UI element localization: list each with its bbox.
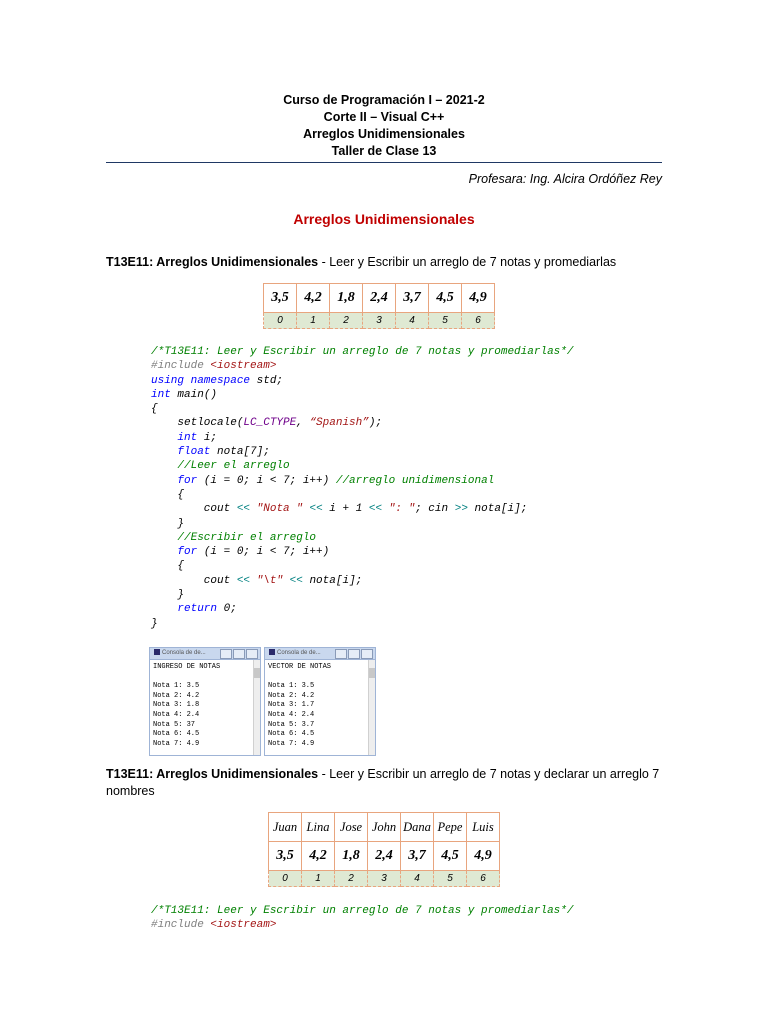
code-text: setlocale( — [151, 417, 244, 430]
code-operator: << — [309, 503, 323, 516]
code-comment: //Escribir el arreglo — [151, 531, 317, 544]
array-index: 3 — [368, 871, 401, 887]
array-name: Lina — [302, 813, 335, 842]
code-include-file: <iostream> — [210, 919, 277, 932]
code-block-2 — [151, 904, 573, 933]
code-include-file: <iostream> — [210, 360, 277, 373]
course-cut: Corte II – Visual C++ — [323, 110, 445, 124]
array-name: John — [368, 813, 401, 842]
console-window-input — [149, 647, 261, 756]
array-index: 4 — [396, 313, 429, 329]
console-titlebar — [150, 648, 260, 660]
code-text: , — [296, 417, 310, 430]
code-text: 0; — [217, 603, 237, 616]
code-comment: //arreglo unidimensional — [335, 474, 495, 487]
exercise2-label-bold: T13E11: Arreglos Unidimensionales — [106, 767, 319, 781]
array-index: 3 — [363, 313, 396, 329]
console-output: VECTOR DE NOTAS Nota 1: 3.5 Nota 2: 4.2 Nota 3: 1.7 Nota 4: 2.4 Nota 5: 3.7 Nota 6: 4.5 Nota 7: 4.9 — [268, 663, 332, 748]
console-window-output — [264, 647, 376, 756]
console-app-icon — [269, 649, 275, 655]
console-title: Consola de de... — [162, 650, 206, 656]
code-text: cout — [151, 503, 237, 516]
minimize-icon[interactable] — [220, 649, 232, 659]
array-value: 4,5 — [429, 284, 462, 313]
console-app-icon — [154, 649, 160, 655]
array-name: Luis — [467, 813, 500, 842]
code-keyword: for — [151, 546, 198, 559]
minimize-icon[interactable] — [335, 649, 347, 659]
code-text: { — [151, 403, 158, 416]
code-text: nota[7]; — [210, 446, 270, 459]
section-title: Arreglos Unidimensionales — [293, 211, 475, 227]
code-string: "Nota " — [256, 503, 303, 516]
code-keyword: return — [151, 603, 218, 616]
code-operator: << — [368, 503, 383, 516]
header-divider — [106, 162, 662, 163]
code-preprocessor: #include — [151, 360, 211, 373]
array-value: 3,5 — [264, 284, 297, 313]
array-value: 3,7 — [396, 284, 429, 313]
code-text: nota[i]; — [467, 503, 528, 516]
notes-array-table — [263, 283, 495, 329]
code-text: nota[i]; — [302, 574, 363, 587]
scrollbar-thumb[interactable] — [254, 668, 260, 678]
array-index: 6 — [467, 871, 500, 887]
code-text: (i = 0; i < 7; i++) — [197, 474, 336, 487]
scrollbar-thumb[interactable] — [369, 668, 375, 678]
array-value: 1,8 — [335, 842, 368, 871]
maximize-icon[interactable] — [348, 649, 360, 659]
code-text: (i = 0; i < 7; i++) — [197, 546, 330, 559]
array-index: 1 — [297, 313, 330, 329]
console-output: INGRESO DE NOTAS Nota 1: 3.5 Nota 2: 4.2 Nota 3: 1.8 Nota 4: 2.4 Nota 5: 37 Nota 6: 4.5 Nota 7: 4.9 — [153, 663, 221, 748]
array-index: 0 — [264, 313, 297, 329]
code-keyword: using namespace — [151, 374, 251, 387]
console-scrollbar[interactable] — [253, 660, 260, 755]
array-index: 1 — [302, 871, 335, 887]
code-text: } — [151, 617, 158, 630]
code-operator: << — [236, 574, 251, 587]
console-title: Consola de de... — [277, 650, 321, 656]
code-text — [283, 575, 290, 587]
code-text: ); — [368, 417, 383, 430]
close-icon[interactable] — [246, 649, 258, 659]
array-index: 6 — [462, 313, 495, 329]
code-preprocessor: #include — [151, 919, 211, 932]
code-text — [382, 503, 389, 515]
array-index: 2 — [330, 313, 363, 329]
code-macro: LC_CTYPE — [243, 417, 297, 430]
code-text: ; cin — [415, 503, 455, 516]
exercise1-label-rest: - Leer y Escribir un arreglo de 7 notas y promediarlas — [318, 255, 617, 269]
code-comment: //Leer el arreglo — [151, 460, 290, 473]
code-text: } — [151, 517, 185, 530]
code-text: cout — [151, 574, 237, 587]
array-value: 1,8 — [330, 284, 363, 313]
code-block-1 — [151, 345, 573, 631]
code-text: { — [151, 560, 185, 573]
code-keyword: for — [151, 474, 198, 487]
code-text: i; — [197, 431, 218, 444]
array-value: 4,2 — [302, 842, 335, 871]
array-value: 4,5 — [434, 842, 467, 871]
array-value: 2,4 — [368, 842, 401, 871]
array-value: 2,4 — [363, 284, 396, 313]
array-index: 4 — [401, 871, 434, 887]
course-topic: Arreglos Unidimensionales — [303, 127, 465, 141]
names-notes-array-table — [268, 812, 500, 887]
close-icon[interactable] — [361, 649, 373, 659]
code-text — [250, 503, 257, 515]
exercise2-label-rest: - Leer y Escribir un arreglo de 7 notas y declarar un arreglo 7 nombres — [106, 767, 660, 798]
code-keyword: int — [151, 431, 198, 444]
code-text: std; — [250, 374, 284, 387]
exercise2-label — [106, 766, 666, 800]
array-index: 2 — [335, 871, 368, 887]
code-text: } — [151, 589, 185, 602]
code-string: ": " — [388, 503, 416, 516]
code-string: "\t" — [256, 574, 284, 587]
array-value: 4,2 — [297, 284, 330, 313]
array-value: 4,9 — [462, 284, 495, 313]
code-comment: /*T13E11: Leer y Escribir un arreglo de 7 notas y promediarlas*/ — [151, 346, 574, 358]
console-titlebar — [265, 648, 375, 660]
code-text: { — [151, 488, 185, 501]
code-keyword: int — [151, 388, 171, 401]
array-index: 5 — [429, 313, 462, 329]
code-text: main() — [170, 388, 218, 401]
exercise1-label — [106, 254, 666, 271]
array-value: 4,9 — [467, 842, 500, 871]
array-name: Dana — [401, 813, 434, 842]
code-operator: >> — [454, 503, 468, 516]
code-string: “Spanish” — [309, 417, 369, 430]
array-index: 0 — [269, 871, 302, 887]
console-scrollbar[interactable] — [368, 660, 375, 755]
code-text — [250, 575, 257, 587]
array-index: 5 — [434, 871, 467, 887]
code-comment: /*T13E11: Leer y Escribir un arreglo de 7 notas y promediarlas*/ — [151, 905, 574, 917]
code-operator: << — [289, 574, 303, 587]
code-text: i + 1 — [322, 503, 369, 516]
array-name: Pepe — [434, 813, 467, 842]
array-name: Jose — [335, 813, 368, 842]
array-name: Juan — [269, 813, 302, 842]
array-value: 3,5 — [269, 842, 302, 871]
maximize-icon[interactable] — [233, 649, 245, 659]
professor-name: Profesara: Ing. Alcira Ordóñez Rey — [468, 172, 662, 186]
code-keyword: float — [151, 446, 211, 459]
array-value: 3,7 — [401, 842, 434, 871]
code-operator: << — [236, 503, 251, 516]
exercise1-label-bold: T13E11: Arreglos Unidimensionales — [106, 255, 319, 269]
workshop-title: Taller de Clase 13 — [331, 144, 437, 158]
course-title: Curso de Programación I – 2021-2 — [283, 93, 485, 107]
